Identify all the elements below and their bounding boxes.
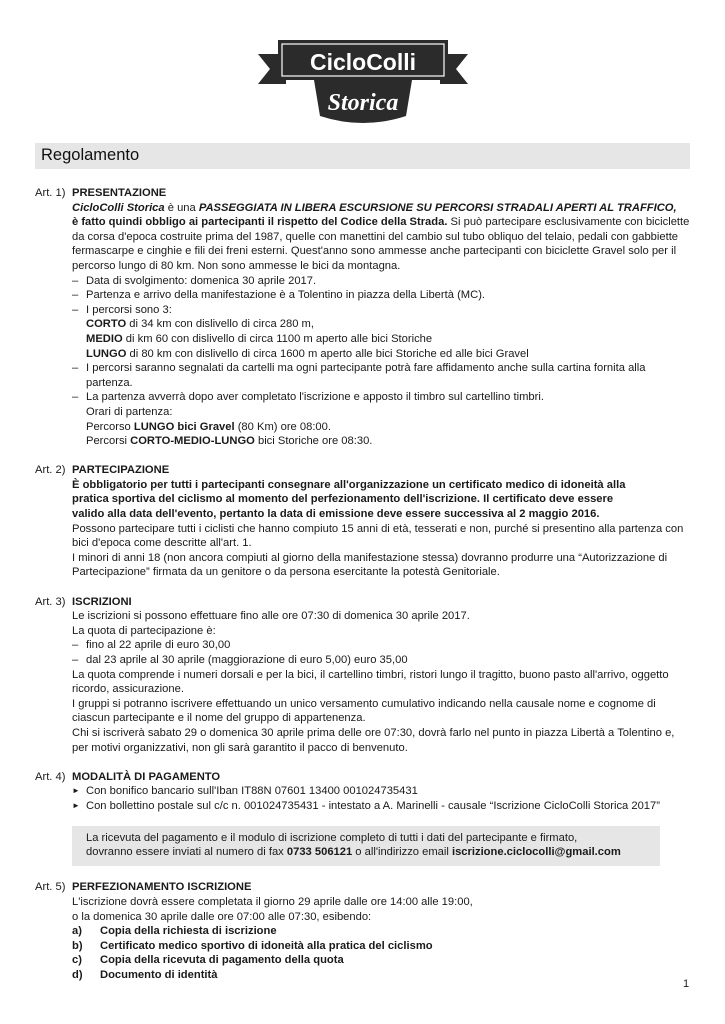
article-title: ISCRIZIONI [72, 595, 132, 608]
page-title: Regolamento [41, 146, 140, 164]
route-corto: CORTO di 34 km con dislivello di circa 280 m, [86, 318, 314, 331]
article-1 [0, 186, 725, 449]
article-paragraph: La quota comprende i numeri dorsali e per la bici, il cartellino timbri, ristori lungo il tragitto, buono pasto all'arrivo, oggetto ricordo, assicurazione. [72, 668, 669, 696]
article-2 [0, 463, 725, 580]
document-item: b) Certificato medico sportivo di idoneità alla pratica del ciclismo [72, 939, 433, 952]
article-number: Art. 5) [35, 881, 66, 894]
fax-number: 0733 506121 [286, 846, 353, 859]
article-paragraph: Chi si iscriverà sabato 29 o domenica 30 aprile prima delle ore 07:30, dovrà farlo nel punto in piazza Libertà a Tolentino e, per motivi organizzativi, non gli sarà garantito il pacco di benvenuto. [72, 726, 675, 754]
regolamento-content [0, 186, 725, 997]
logo-line2: Storica [327, 90, 399, 116]
article-number: Art. 1) [35, 187, 66, 199]
list-item: – dal 23 aprile al 30 aprile (maggiorazione di euro 5,00) euro 35,00 [72, 653, 692, 668]
list-item: – La partenza avverrà dopo aver completato l'iscrizione e apposto il timbro sul cartellino timbri. [72, 390, 692, 405]
note-line: dovranno essere inviati al numero di fax 0733 506121 o all'indirizzo email iscrizione.ciclocolli@gmail.com [86, 846, 621, 859]
article-title: PERFEZIONAMENTO ISCRIZIONE [72, 881, 252, 894]
document-item: c) Copia della ricevuta di pagamento della quota [72, 954, 344, 967]
article-title: MODALITÀ DI PAGAMENTO [72, 770, 221, 783]
ciclocolli-storica-logo [256, 32, 470, 128]
list-item: – Data di svolgimento: domenica 30 aprile 2017. [72, 274, 692, 289]
article-paragraph: I gruppi si potranno iscrivere effettuando un unico versamento cumulativo indicando nella causale nome e cognome di ciascun partecipante e il nome del gruppo di appartenenza. [72, 697, 656, 725]
route-lungo: LUNGO di 80 km con dislivello di circa 1600 m aperto alle bici Storiche ed alle bici Gravel [86, 347, 529, 360]
route-medio: MEDIO di km 60 con dislivello di circa 1100 m aperto alle bici Storiche [86, 332, 433, 345]
article-5 [0, 880, 725, 982]
article-title: PARTECIPAZIONE [72, 464, 170, 477]
article-paragraph: La quota di partecipazione è: [72, 624, 216, 637]
title-bar [35, 143, 690, 169]
start-time-storiche: Percorsi CORTO-MEDIO-LUNGO bici Storiche ore 08:30. [86, 435, 373, 448]
list-item: – I percorsi saranno segnalati da cartelli ma ogni partecipante potrà fare affidamento anche sulla cartina fornita alla partenza. [72, 361, 692, 390]
payment-option: ► Con bonifico bancario sull'Iban IT88N 07601 13400 001024735431 [72, 784, 692, 799]
payment-note-box [72, 826, 660, 866]
document-item: a) Copia della richiesta di iscrizione [72, 925, 277, 938]
article-title: PRESENTAZIONE [72, 187, 167, 199]
page-number: 1 [683, 978, 690, 990]
article-number: Art. 2) [35, 464, 66, 477]
article-paragraph: L'iscrizione dovrà essere completata il giorno 29 aprile dalle ore 14:00 alle 19:00, [72, 895, 473, 908]
certificate-notice: È obbligatorio per tutti i partecipanti consegnare all'organizzazione un certificato medico di idoneità alla pratica sportiva del ciclismo al momento del perfezionamento dell'iscrizione. Il certificato deve essere valido alla data dell'evento, pertanto la data di emissione deve essere successiva al 2 maggio 2016. [72, 478, 626, 521]
logo-line1: CicloColli [309, 49, 417, 75]
article-paragraph: I minori di anni 18 (non ancora compiuti al giorno della manifestazione stessa) dovranno produrre una “Autorizzazione di Partecipazione” firmata da un genitore o da persona esercitante la potestà Genitoriale. [72, 551, 668, 579]
article-paragraph: CicloColli Storica è una PASSEGGIATA IN LIBERA ESCURSIONE SU PERCORSI STRADALI APERTI AL TRAFFICO, è fatto quindi obbligo ai partecipanti il rispetto del Codice della Strada. Si può partecipare esclusivamente con biciclette da corsa d'epoca costruite prima del 1987, quelle con manettini del cambio sul tubo obliquo del telaio, pedali con gabbiette fermascarpe e cinghie e fili dei freni esterni. Quest'anno sono ammesse anche partecipanti con biciclette Gravel solo per il percorso lungo di 80 km. Non sono ammesse le bici da montagna. [72, 201, 690, 272]
article-3 [0, 595, 725, 756]
email-address: iscrizione.ciclocolli@gmail.com [451, 846, 621, 859]
list-item: – Partenza e arrivo della manifestazione è a Tolentino in piazza della Libertà (MC). [72, 288, 692, 303]
start-times-label: Orari di partenza: [86, 405, 173, 418]
note-line: La ricevuta del pagamento e il modulo di iscrizione completo di tutti i dati del partecipante e firmato, [86, 831, 578, 844]
article-number: Art. 3) [35, 595, 66, 608]
start-time-gravel: Percorso LUNGO bici Gravel (80 Km) ore 08:00. [86, 420, 331, 433]
document-item: d) Documento di identità [72, 968, 218, 981]
article-paragraph: Possono partecipare tutti i ciclisti che hanno compiuto 15 anni di età, tesserati e non, purché si presentino alla partenza con bici d'epoca come descritte all'art. 1. [72, 522, 684, 550]
article-number: Art. 4) [35, 770, 66, 783]
article-paragraph: o la domenica 30 aprile dalle ore 07:00 alle 07:30, esibendo: [72, 910, 372, 923]
article-4 [0, 770, 725, 866]
article-paragraph: Le iscrizioni si possono effettuare fino alle ore 07:30 di domenica 30 aprile 2017. [72, 610, 470, 623]
list-item: – fino al 22 aprile di euro 30,00 [72, 638, 692, 653]
payment-option: ► Con bollettino postale sul c/c n. 001024735431 - intestato a A. Marinelli - causale “Iscrizione CicloColli Storica 2017” [72, 799, 692, 814]
list-item: – I percorsi sono 3: [72, 303, 692, 318]
